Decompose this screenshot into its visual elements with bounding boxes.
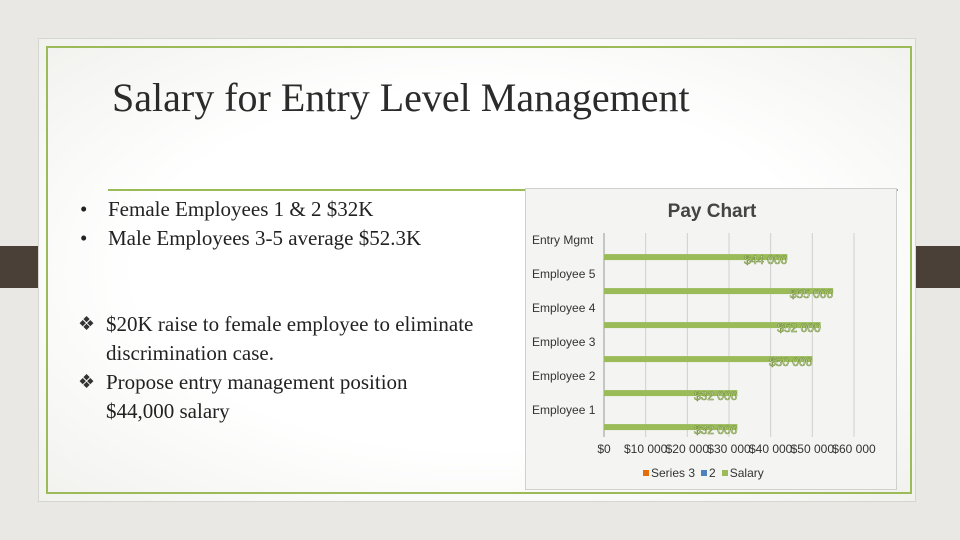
x-tick-label: $0 — [597, 442, 611, 456]
diamond-bullet-icon: ❖ — [78, 314, 96, 335]
legend-swatch-series2 — [701, 470, 707, 476]
x-tick-label: $40 000 — [748, 442, 793, 456]
legend-label-series2: 2 — [709, 466, 716, 480]
legend-item-series3 — [643, 466, 695, 480]
category-label: Employee 1 — [532, 402, 596, 417]
legend-item-series2 — [701, 466, 716, 480]
category-label: Employee 3 — [532, 334, 596, 349]
x-tick-label: $30 000 — [707, 442, 751, 456]
bullet-item-female: • Female Employees 1 & 2 $32K — [78, 195, 421, 224]
x-tick-label: $50 000 — [790, 442, 835, 456]
legend-item-salary — [722, 466, 764, 480]
diamond-bullet-icon: ❖ — [78, 372, 96, 393]
legend-label-salary: Salary — [729, 466, 764, 480]
data-label: $50 000 — [768, 355, 813, 370]
proposal-item-position — [78, 368, 478, 426]
x-tick-label: $10 000 — [623, 442, 668, 456]
chart-title: Pay Chart — [667, 201, 757, 222]
legend-swatch-series3 — [643, 470, 649, 476]
proposal-item-raise — [78, 310, 478, 368]
chart-legend — [643, 466, 770, 480]
category-label: Employee 2 — [532, 368, 596, 383]
category-label: Entry Mgmt — [532, 232, 594, 247]
left-accent-bar — [0, 246, 40, 288]
bullet-item-male: • Male Employees 3-5 average $52.3K — [78, 224, 421, 253]
data-label: $44 000 — [743, 253, 788, 268]
x-tick-label: $20 000 — [665, 442, 710, 456]
proposal-text-position: Propose entry management position $44,000 salary — [106, 370, 408, 423]
category-label: Employee 5 — [532, 266, 596, 281]
bullet-list — [78, 195, 421, 253]
data-label: $32 000 — [693, 423, 738, 438]
pay-chart — [525, 188, 897, 490]
legend-label-series3: Series 3 — [651, 466, 696, 480]
category-label: Employee 4 — [532, 300, 596, 315]
x-tick-label: $60 000 — [832, 442, 876, 456]
pay-chart-svg — [526, 189, 898, 491]
proposal-list — [78, 310, 478, 426]
slide-title: Salary for Entry Level Management — [112, 75, 690, 120]
proposal-text-raise: $20K raise to female employee to eliminate discrimination case. — [106, 312, 474, 365]
legend-swatch-salary — [722, 470, 728, 476]
data-label: $55 000 — [789, 287, 834, 302]
data-label: $52 000 — [777, 321, 821, 336]
data-label: $32 000 — [693, 389, 738, 404]
